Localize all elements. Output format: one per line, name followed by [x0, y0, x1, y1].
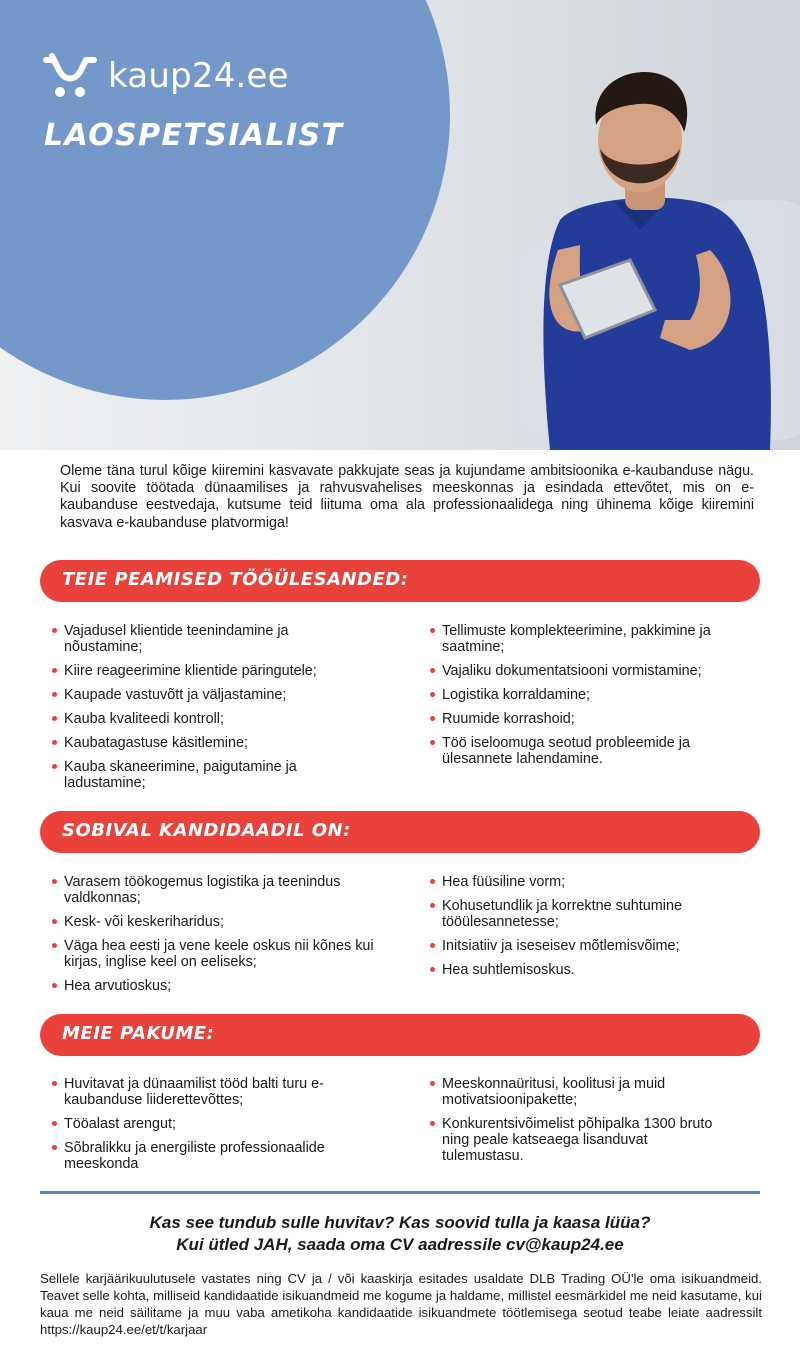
list-item: Kaupade vastuvõtt ja väljastamine; [52, 687, 352, 703]
list-item: Kauba kvaliteedi kontroll; [52, 711, 352, 727]
intro-text: Oleme täna turul kõige kiiremini kasvavate pakkujate seas ja kujundame ambitsioonika e-kaubanduse nägu. Kui soovite töötada dünaamilises ja rahvusvahelises meeskonnas ja esindada ettevõtet, mis on e-kaubanduse eestvedaja, kutsume teid liituma oma ala professionaalidega ning ühinema kõige kiiremini kasvava e-kaubanduse platvormiga! [60, 463, 754, 531]
bullet-icon [52, 983, 57, 988]
job-title: LAOSPETSIALIST [44, 118, 344, 153]
list-item: Kiire reageerimine klientide päringutele; [52, 663, 352, 679]
list-item: Huvitavat ja dünaamilist tööd balti turu e-kaubanduse liiderettevõttes; [52, 1076, 382, 1108]
bullet-icon [52, 1121, 57, 1126]
bullet-icon [430, 740, 435, 745]
cart-smile-icon [40, 52, 100, 100]
list-item: Vajaliku dokumentatsiooni vormistamine; [430, 663, 740, 679]
bullet-icon [430, 967, 435, 972]
offer-list-left [52, 1076, 382, 1180]
list-item: Hea arvutioskus; [52, 978, 392, 994]
cta-line-2[interactable]: Kui ütled JAH, saada oma CV aadressile cv@kaup24.ee [176, 1235, 624, 1254]
list-item: Töö iseloomuga seotud probleemide ja ülesannete lahendamine. [430, 735, 740, 767]
list-item: Sõbralikku ja energiliste professionaalide meeskonda [52, 1140, 382, 1172]
bullet-icon [430, 1121, 435, 1126]
candidate-list-left [52, 874, 392, 1002]
list-item: Vajadusel klientide teenindamine ja nõustamine; [52, 623, 352, 655]
list-item: Kesk- või keskeriharidus; [52, 914, 392, 930]
hero-banner [0, 0, 800, 450]
list-item: Initsiatiiv ja iseseisev mõtlemisvõime; [430, 938, 750, 954]
bullet-icon [52, 764, 57, 769]
section-banner-offer [40, 1014, 760, 1056]
bullet-icon [430, 943, 435, 948]
duties-list-right [430, 623, 740, 775]
duties-list-left [52, 623, 352, 799]
bullet-icon [52, 668, 57, 673]
list-item: Ruumide korrashoid; [430, 711, 740, 727]
worker-illustration [440, 20, 800, 450]
list-item: Varasem töökogemus logistika ja teenindus valdkonnas; [52, 874, 392, 906]
divider [40, 1191, 760, 1194]
bullet-icon [52, 716, 57, 721]
call-to-action [40, 1212, 760, 1256]
bullet-icon [52, 1145, 57, 1150]
bullet-icon [52, 628, 57, 633]
privacy-notice: Sellele karjäärikuulutusele vastates ning CV ja / või kaaskirja esitades usaldate DLB Trading OÜ'le oma isikuandmeid. Teavet selle kohta, milliseid kandidaatide isikuandmeid me kogume ja haldame, millistel eesmärkidel me neid kasutame, kui kaua me neid säilitame ja muu vaba ametikoha kandidaatide isikuandmete töötlemisega seotud teabe leiate aadressilt https://kaup24.ee/et/t/karjaar [40, 1271, 762, 1337]
bullet-icon [430, 879, 435, 884]
bullet-icon [430, 716, 435, 721]
bullet-icon [52, 740, 57, 745]
list-item: Kohusetundlik ja korrektne suhtumine tööülesannetesse; [430, 898, 750, 930]
bullet-icon [430, 668, 435, 673]
list-item: Väga hea eesti ja vene keele oskus nii kõnes kui kirjas, inglise keel on eeliseks; [52, 938, 392, 970]
section-title: SOBIVAL KANDIDAADIL ON: [62, 820, 351, 841]
list-item: Meeskonnaüritusi, koolitusi ja muid motivatsioonipakette; [430, 1076, 730, 1108]
section-title: MEIE PAKUME: [62, 1023, 215, 1044]
candidate-list-right [430, 874, 750, 986]
list-item: Hea füüsiline vorm; [430, 874, 750, 890]
list-item: Kaubatagastuse käsitlemine; [52, 735, 352, 751]
bullet-icon [430, 903, 435, 908]
cta-line-1: Kas see tundub sulle huvitav? Kas soovid tulla ja kaasa lüüa? [149, 1213, 651, 1232]
bullet-icon [430, 628, 435, 633]
section-banner-candidate [40, 811, 760, 853]
section-banner-duties [40, 560, 760, 602]
bullet-icon [430, 692, 435, 697]
list-item: Konkurentsivõimelist põhipalka 1300 bruto ning peale katseaega lisanduvat tulemustasu. [430, 1116, 730, 1164]
logo-text: kaup24.ee [108, 56, 289, 96]
bullet-icon [430, 1081, 435, 1086]
bullet-icon [52, 879, 57, 884]
bullet-icon [52, 943, 57, 948]
list-item: Hea suhtlemisoskus. [430, 962, 750, 978]
logo[interactable] [40, 52, 289, 100]
bullet-icon [52, 919, 57, 924]
offer-list-right [430, 1076, 730, 1172]
section-title: TEIE PEAMISED TÖÖÜLESANDED: [62, 569, 409, 590]
list-item: Tellimuste komplekteerimine, pakkimine ja saatmine; [430, 623, 740, 655]
list-item: Tööalast arengut; [52, 1116, 382, 1132]
list-item: Kauba skaneerimine, paigutamine ja ladustamine; [52, 759, 352, 791]
bullet-icon [52, 692, 57, 697]
list-item: Logistika korraldamine; [430, 687, 740, 703]
bullet-icon [52, 1081, 57, 1086]
